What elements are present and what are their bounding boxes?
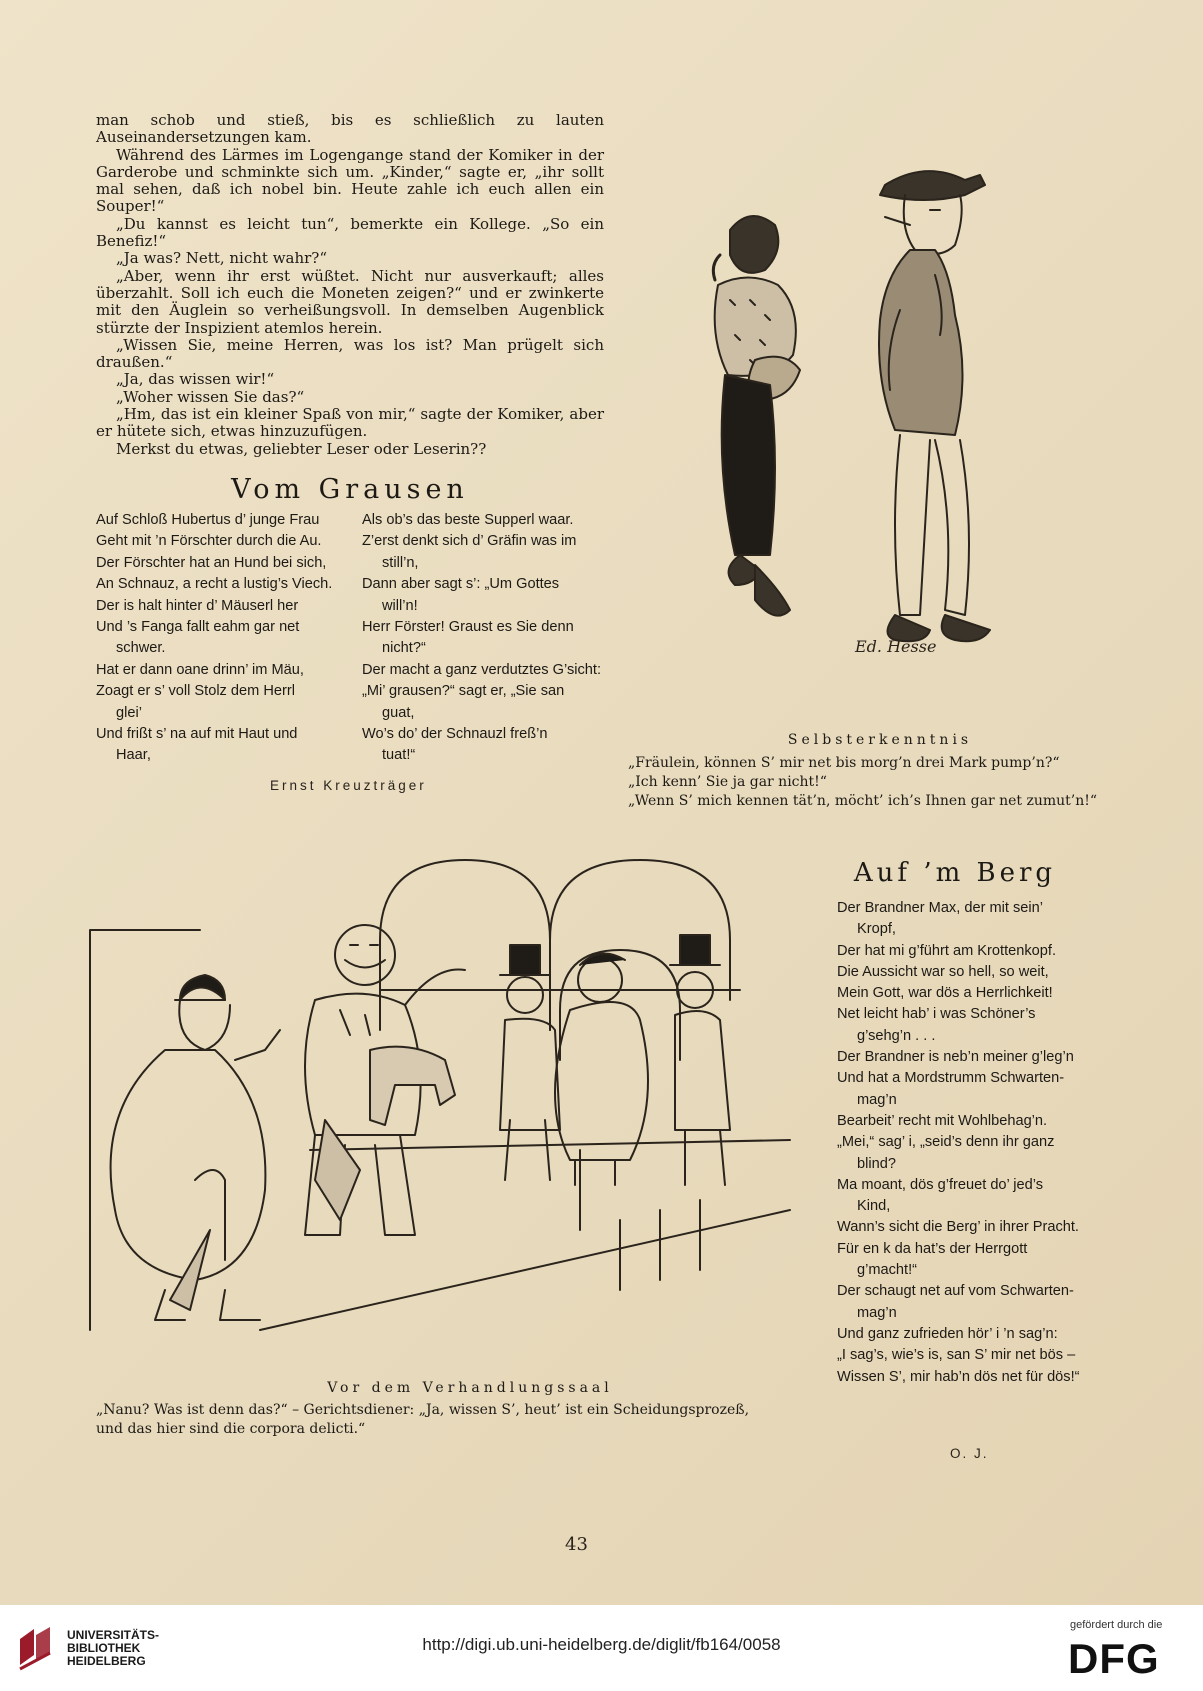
cartoon2-title: Vor dem Verhandlungssaal [327, 1380, 613, 1396]
verse-line: „I sag’s, wie’s is, san S’ mir net bös – [837, 1347, 1076, 1364]
verse-line: Geht mit ’n Förschter durch die Au. [96, 533, 322, 550]
poem1-left-column [96, 510, 346, 767]
verse-line: Für en k da hat’s der Herrgott [837, 1240, 1028, 1257]
prose-paragraph: „Ja was? Nett, nicht wahr?“ [116, 249, 328, 268]
verse-line: Und ’s Fanga fallt eahm gar net [96, 619, 300, 636]
prose-paragraph: „Woher wissen Sie das?“ [116, 387, 305, 406]
verse-line: Kind, [857, 1198, 891, 1215]
verse-line: g’sehg’n . . . [857, 1027, 936, 1044]
logo-line-1: UNIVERSITÄTS- [67, 1628, 160, 1642]
prose-paragraph: „Hm, das ist ein kleiner Spaß von mir,“ sagte der Komiker, aber er hütete sich, etwas hinzuzufügen. [96, 405, 604, 441]
footer-bar [0, 1605, 1203, 1691]
verse-line: blind? [857, 1155, 896, 1172]
dfg-logo: DFG [1068, 1635, 1160, 1682]
prose-paragraph: „Ja, das wissen wir!“ [116, 370, 275, 389]
logo-line-2: BIBLIOTHEK [67, 1641, 141, 1655]
caption-line: „Ich kenn’ Sie ja gar nicht!“ [628, 774, 827, 790]
verse-line: Mein Gott, war dös a Herrlichkeit! [837, 985, 1053, 1002]
verse-line: g’macht!“ [857, 1262, 918, 1279]
verse-line: Als ob’s das beste Supperl waar. [362, 512, 574, 528]
logo-line-3: HEIDELBERG [67, 1654, 146, 1668]
verse-line: „Mi’ grausen?“ sagt er, „Sie san [362, 683, 565, 700]
prose-column [96, 112, 604, 458]
verse-line: Net leicht hab’ i was Schöner’s [837, 1006, 1036, 1023]
verse-line: Und ganz zufrieden hör’ i ’n sag’n: [837, 1325, 1058, 1342]
verse-line: Dann aber sagt s’: „Um Gottes [362, 576, 560, 593]
caption-line: „Wenn S’ mich kennen tät’n, möcht’ ich’s Ihnen gar net zumut’n!“ [628, 793, 1098, 809]
verse-line: Herr Förster! Graust es Sie denn [362, 619, 574, 636]
verse-line: Haar, [116, 747, 151, 764]
verse-line: Der hat mi g’führt am Krottenkopf. [837, 942, 1056, 959]
prose-paragraph: man schob und stieß, bis es schließlich zu lauten Auseinandersetzungen kam. [96, 111, 604, 147]
verse-line: Der is halt hinter d’ Mäuserl her [96, 597, 299, 614]
verse-line: Der Brandner is neb’n meiner g’leg’n [837, 1049, 1074, 1066]
verse-line: Der Brandner Max, der mit sein’ [837, 900, 1044, 916]
verse-line: Wann’s sicht die Berg’ in ihrer Pracht. [837, 1219, 1079, 1236]
funding-label: gefördert durch die [1070, 1619, 1163, 1631]
verse-line: glei’ [116, 704, 142, 721]
verse-line: Der schaugt net auf vom Schwarten- [837, 1283, 1074, 1300]
verse-line: Zoagt er s’ voll Stolz dem Herrl [96, 683, 295, 700]
prose-paragraph: Merkst du etwas, geliebter Leser oder Leserin?? [116, 439, 487, 458]
poem1-author: Ernst Kreuzträger [270, 778, 427, 793]
cartoon-selbsterkenntnis-illustration [660, 160, 1100, 720]
verse-line: Ma moant, dös g’freuet do’ jed’s [837, 1176, 1044, 1193]
caption-line: „Nanu? Was ist denn das?“ – Gerichtsdiener: „Ja, wissen S’, heut’ ist ein Scheidungsprozeß, [96, 1402, 750, 1418]
verse-line: Wissen S’, mir hab’n dös net für dös!“ [837, 1368, 1080, 1385]
poem1-right-column [362, 510, 612, 767]
poem-title-auf-m-berg: Auf ’m Berg [853, 858, 1057, 888]
verse-line: Hat er dann oane drinn’ im Mäu, [96, 661, 304, 678]
verse-line: will’n! [382, 597, 418, 614]
verse-line: tuat!“ [382, 747, 416, 764]
verse-line: An Schnauz, a recht a lustig’s Viech. [96, 576, 333, 593]
poem2-column [837, 898, 1107, 1388]
cartoon1-title: Selbsterkenntnis [787, 732, 973, 748]
prose-paragraph: „Aber, wenn ihr erst wüßtet. Nicht nur ausverkauft; alles überzahlt. Soll ich euch die Moneten zeigen?“ und er zwinkerte mit den Äuglein so verheißungsvoll. In demselben Augenblick stürzte der Inspizient atemlos herein. [96, 266, 604, 337]
caption-line: „Fräulein, können S’ mir net bis morg’n drei Mark pump’n?“ [628, 755, 1060, 771]
verse-line: guat, [382, 704, 415, 721]
permalink-url[interactable]: http://digi.ub.uni-heidelberg.de/diglit/fb164/0058 [422, 1635, 781, 1654]
verse-line: Wo’s do’ der Schnauzl freß’n [362, 726, 548, 743]
caption-line: und das hier sind die corpora delicti.“ [96, 1421, 366, 1437]
verse-line: Kropf, [857, 921, 896, 938]
verse-line: Auf Schloß Hubertus d’ junge Frau [96, 512, 320, 528]
prose-paragraph: Während des Lärmes im Logengange stand der Komiker in der Garderobe und schminkte sich um. „Kinder,“ sagte er, „ihr sollt mal sehen, daß ich nobel bin. Heute zahle ich euch allen ein Souper!“ [96, 145, 604, 216]
verse-line: Und frißt s’ na auf mit Haut und [96, 726, 298, 743]
cartoon1-caption [628, 754, 1098, 811]
poem-title-vom-grausen: Vom Grausen [231, 474, 469, 505]
verse-line: Und hat a Mordstrumm Schwarten- [837, 1070, 1065, 1087]
verse-line: Der Förschter hat an Hund bei sich, [96, 554, 327, 571]
verse-line: Die Aussicht war so hell, so weit, [837, 963, 1049, 980]
verse-line: Der macht a ganz verdutztes G’sicht: [362, 661, 602, 678]
poem2-author: O. J. [950, 1446, 989, 1461]
prose-paragraph: „Wissen Sie, meine Herren, was los ist? Man prügelt sich draußen.“ [96, 335, 604, 372]
verse-line: „Mei,“ sag’ i, „seid’s denn ihr ganz [837, 1134, 1055, 1151]
verse-line: mag’n [857, 1304, 897, 1321]
verse-line: nicht?“ [382, 640, 426, 657]
verse-line: Bearbeit’ recht mit Wohlbehag’n. [837, 1112, 1048, 1129]
prose-paragraph: „Du kannst es leicht tun“, bemerkte ein Kollege. „So ein Benefiz!“ [96, 214, 604, 251]
hesse-signature: Ed. Hesse [855, 637, 937, 656]
verse-line: mag’n [857, 1091, 897, 1108]
cartoon2-caption [96, 1401, 796, 1439]
cartoon-verhandlungssaal-illustration [80, 850, 800, 1370]
verse-line: still’n, [382, 554, 419, 571]
verse-line: Z’erst denkt sich d’ Gräfin was im [362, 533, 577, 550]
page-number: 43 [565, 1534, 588, 1555]
verse-line: schwer. [116, 640, 166, 657]
